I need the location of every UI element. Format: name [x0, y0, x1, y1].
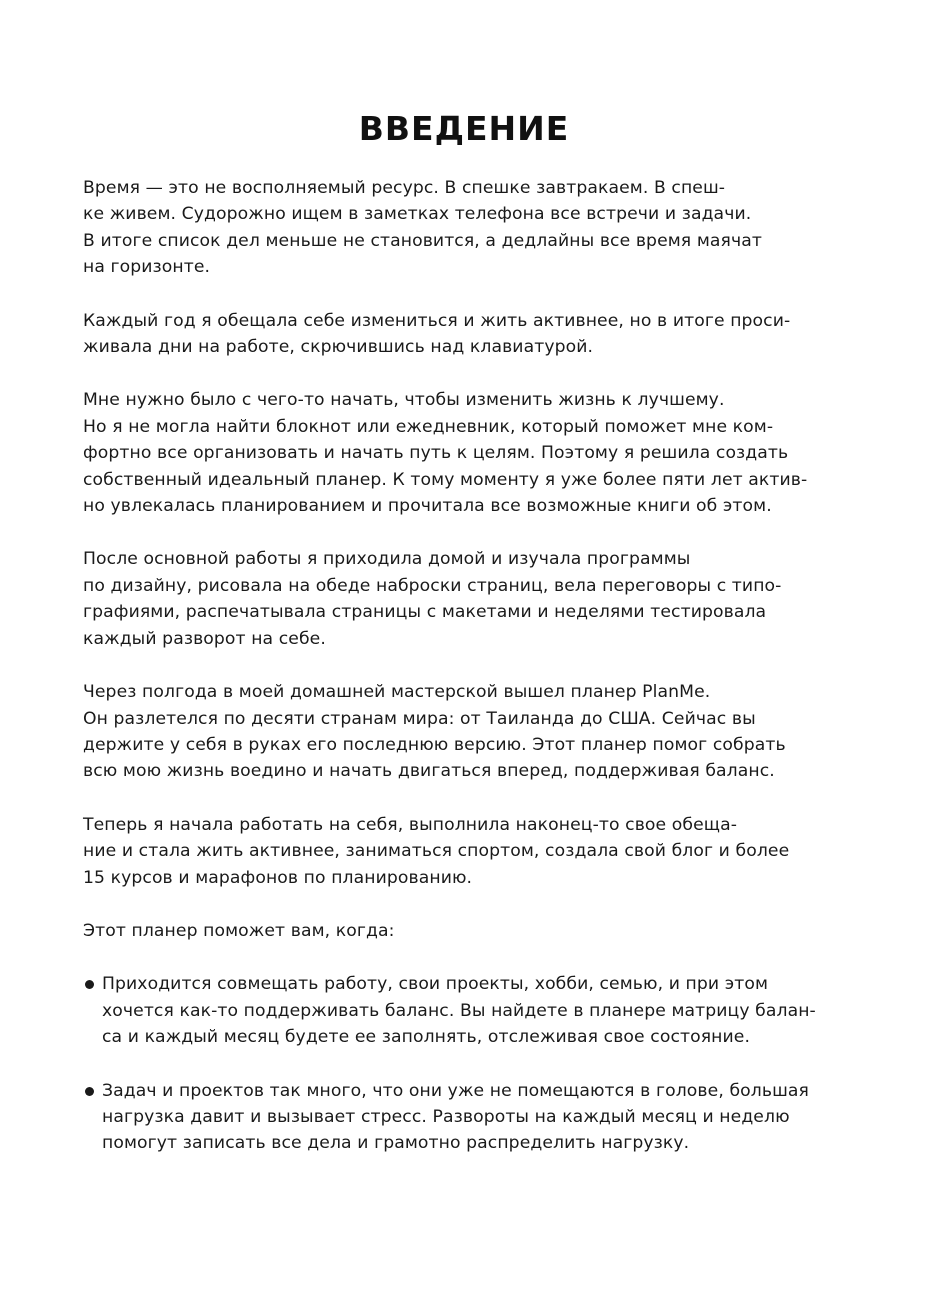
paragraph-6 — [83, 812, 813, 891]
text-line: на горизонте. — [83, 257, 211, 278]
text-line: фортно все организовать и начать путь к целям. Поэтому я решила создать — [83, 443, 789, 464]
text-line: Теперь я начала работать на себя, выполнила наконец-то свое обеща- — [83, 814, 738, 835]
text-line: ние и стала жить активнее, заниматься спортом, создала свой блог и более — [83, 841, 790, 862]
text-line: Но я не могла найти блокнот или ежедневник, который поможет мне ком- — [83, 416, 774, 437]
paragraph-3 — [83, 387, 813, 519]
paragraph-1 — [83, 175, 813, 281]
text-line: После основной работы я приходила домой и изучала программы — [83, 549, 691, 570]
text-line: Мне нужно было с чего-то начать, чтобы изменить жизнь к лучшему. — [83, 390, 725, 411]
text-line: Время — это не восполняемый ресурс. В спешке завтракаем. В спеш- — [83, 178, 726, 198]
text-line: Каждый год я обещала себе измениться и жить активнее, но в итоге проси- — [83, 310, 791, 331]
text-line: хочется как-то поддерживать баланс. Вы найдете в планере матрицу балан- — [102, 1000, 816, 1021]
text-line: держите у себя в руках его последнюю версию. Этот планер помог собрать — [83, 734, 786, 755]
paragraph-4 — [83, 546, 813, 652]
text-line: собственный идеальный планер. К тому моменту я уже более пяти лет актив- — [83, 469, 808, 490]
text-line: ке живем. Судорожно ищем в заметках телефона все встречи и задачи. — [83, 204, 752, 225]
body-text — [83, 175, 816, 1184]
text-line: всю мою жизнь воедино и начать двигаться вперед, поддерживая баланс. — [83, 761, 775, 782]
bullet-dot-icon — [85, 1087, 94, 1096]
text-line: Задач и проектов так много, что они уже не помещаются в голове, большая — [102, 1080, 809, 1101]
text-line: каждый разворот на себе. — [83, 628, 326, 649]
text-line: помогут записать все дела и грамотно распределить нагрузку. — [102, 1133, 690, 1154]
bullet-item-2 — [83, 1078, 813, 1157]
text-line: Через полгода в моей домашней мастерской вышел планер PlanMe. — [83, 682, 711, 703]
text-line: нагрузка давит и вызывает стресс. Развороты на каждый месяц и неделю — [102, 1106, 790, 1127]
text-line: по дизайну, рисовала на обеде наброски страниц, вела переговоры с типо- — [83, 575, 782, 596]
page-title: ВВЕДЕНИЕ — [358, 109, 570, 148]
paragraph-7 — [83, 918, 813, 944]
text-line: Он разлетелся по десяти странам мира: от Таиланда до США. Сейчас вы — [83, 708, 756, 729]
text-line: живала дни на работе, скрючившись над клавиатурой. — [83, 337, 594, 358]
text-line: Приходится совмещать работу, свои проекты, хобби, семью, и при этом — [102, 974, 769, 995]
text-line: 15 курсов и марафонов по планированию. — [83, 867, 473, 888]
text-line: Этот планер поможет вам, когда: — [83, 920, 395, 941]
text-line: но увлекалась планированием и прочитала все возможные книги об этом. — [83, 496, 772, 517]
text-line: В итоге список дел меньше не становится, а дедлайны все время маячат — [83, 230, 762, 251]
bullet-dot-icon — [85, 980, 94, 989]
paragraph-2 — [83, 308, 813, 361]
text-line: графиями, распечатывала страницы с макетами и неделями тестировала — [83, 602, 767, 623]
paragraph-5 — [83, 679, 813, 785]
text-line: са и каждый месяц будете ее заполнять, отслеживая свое состояние. — [102, 1027, 751, 1048]
bullet-item-1 — [83, 971, 816, 1050]
